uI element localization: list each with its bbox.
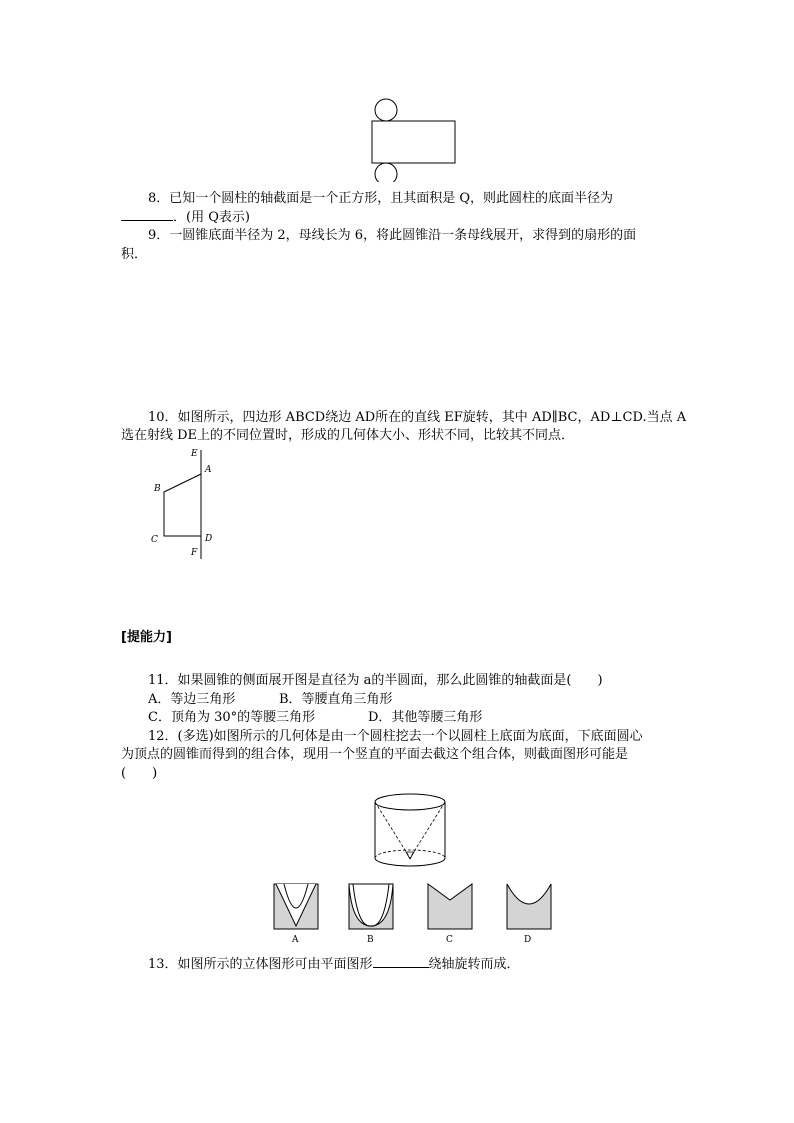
q12-line2: 为顶点的圆锥而得到的组合体，现用一个竖直的平面去截这个组合体，则截面图形可能是 (121, 747, 629, 762)
q12-line1: 12．(多选)如图所示的几何体是由一个圆柱挖去一个以圆柱上底面为底面，下底面圆心 (148, 729, 643, 744)
q8-line2 (121, 208, 250, 227)
q12-option-label-a: A (292, 935, 299, 945)
cylinder-bottom-back (375, 850, 445, 858)
q13-answer-blank[interactable] (373, 955, 429, 968)
net-rectangle (372, 121, 455, 163)
q13-suffix: 绕轴旋转而成． (428, 957, 520, 972)
q13-line (148, 955, 520, 974)
q12-option-label-c: C (446, 935, 453, 945)
q10-line1: 10．如图所示，四边形 ABCD绕边 AD所在的直线 EF旋转，其中 AD∥BC，AD⊥CD.当点 A (148, 410, 687, 425)
label-f: F (191, 548, 198, 558)
q8-suffix: ．(用 Q表示) (173, 210, 250, 225)
net-bottom-circle (375, 163, 397, 182)
quadrilateral-abcd (164, 474, 201, 536)
q8-line1: 8．已知一个圆柱的轴截面是一个正方形，且其面积是 Q，则此圆柱的底面半径为 (148, 191, 614, 206)
cylinder-top-ellipse (375, 794, 445, 810)
q11-option-d[interactable]: D．其他等腰三角形 (368, 710, 483, 725)
q12-line3: ( ) (121, 766, 158, 781)
label-a: A (205, 465, 212, 475)
q12-option-shape-d[interactable] (506, 880, 552, 930)
quadrilateral-rotation-figure (145, 444, 225, 564)
section-heading: [提能力] (121, 630, 172, 645)
cylinder-minus-cone-figure (370, 790, 450, 870)
q12-option-shape-b[interactable] (348, 880, 394, 930)
q12-option-shape-c[interactable] (427, 880, 473, 930)
label-b: B (154, 484, 161, 494)
q11-option-b[interactable]: B．等腰直角三角形 (279, 692, 393, 707)
q12-option-label-d: D (524, 935, 532, 945)
q11-stem: 11．如果圆锥的侧面展开图是直径为 a的半圆面，那么此圆锥的轴截面是( ) (148, 673, 603, 688)
net-top-circle (375, 99, 397, 121)
cylinder-net-figure (360, 92, 470, 182)
q13-prefix: 13．如图所示的立体图形可由平面图形 (148, 957, 373, 972)
q8-answer-blank[interactable] (121, 208, 173, 221)
q12-option-label-b: B (367, 935, 374, 945)
q9-line2: 积． (121, 247, 148, 262)
q11-option-c[interactable]: C．顶角为 30°的等腰三角形 (148, 710, 316, 725)
q9-line1: 9．一圆锥底面半径为 2，母线长为 6，将此圆锥沿一条母线展开，求得到的扇形的面 (148, 228, 637, 243)
q11-option-a[interactable]: A．等边三角形 (148, 692, 236, 707)
label-d: D (205, 534, 213, 544)
q12-option-shape-a[interactable] (273, 880, 319, 930)
label-e: E (191, 449, 198, 459)
label-c: C (151, 535, 158, 545)
q10-line2: 选在射线 DE上的不同位置时，形成的几何体大小、形状不同，比较其不同点． (121, 428, 575, 443)
